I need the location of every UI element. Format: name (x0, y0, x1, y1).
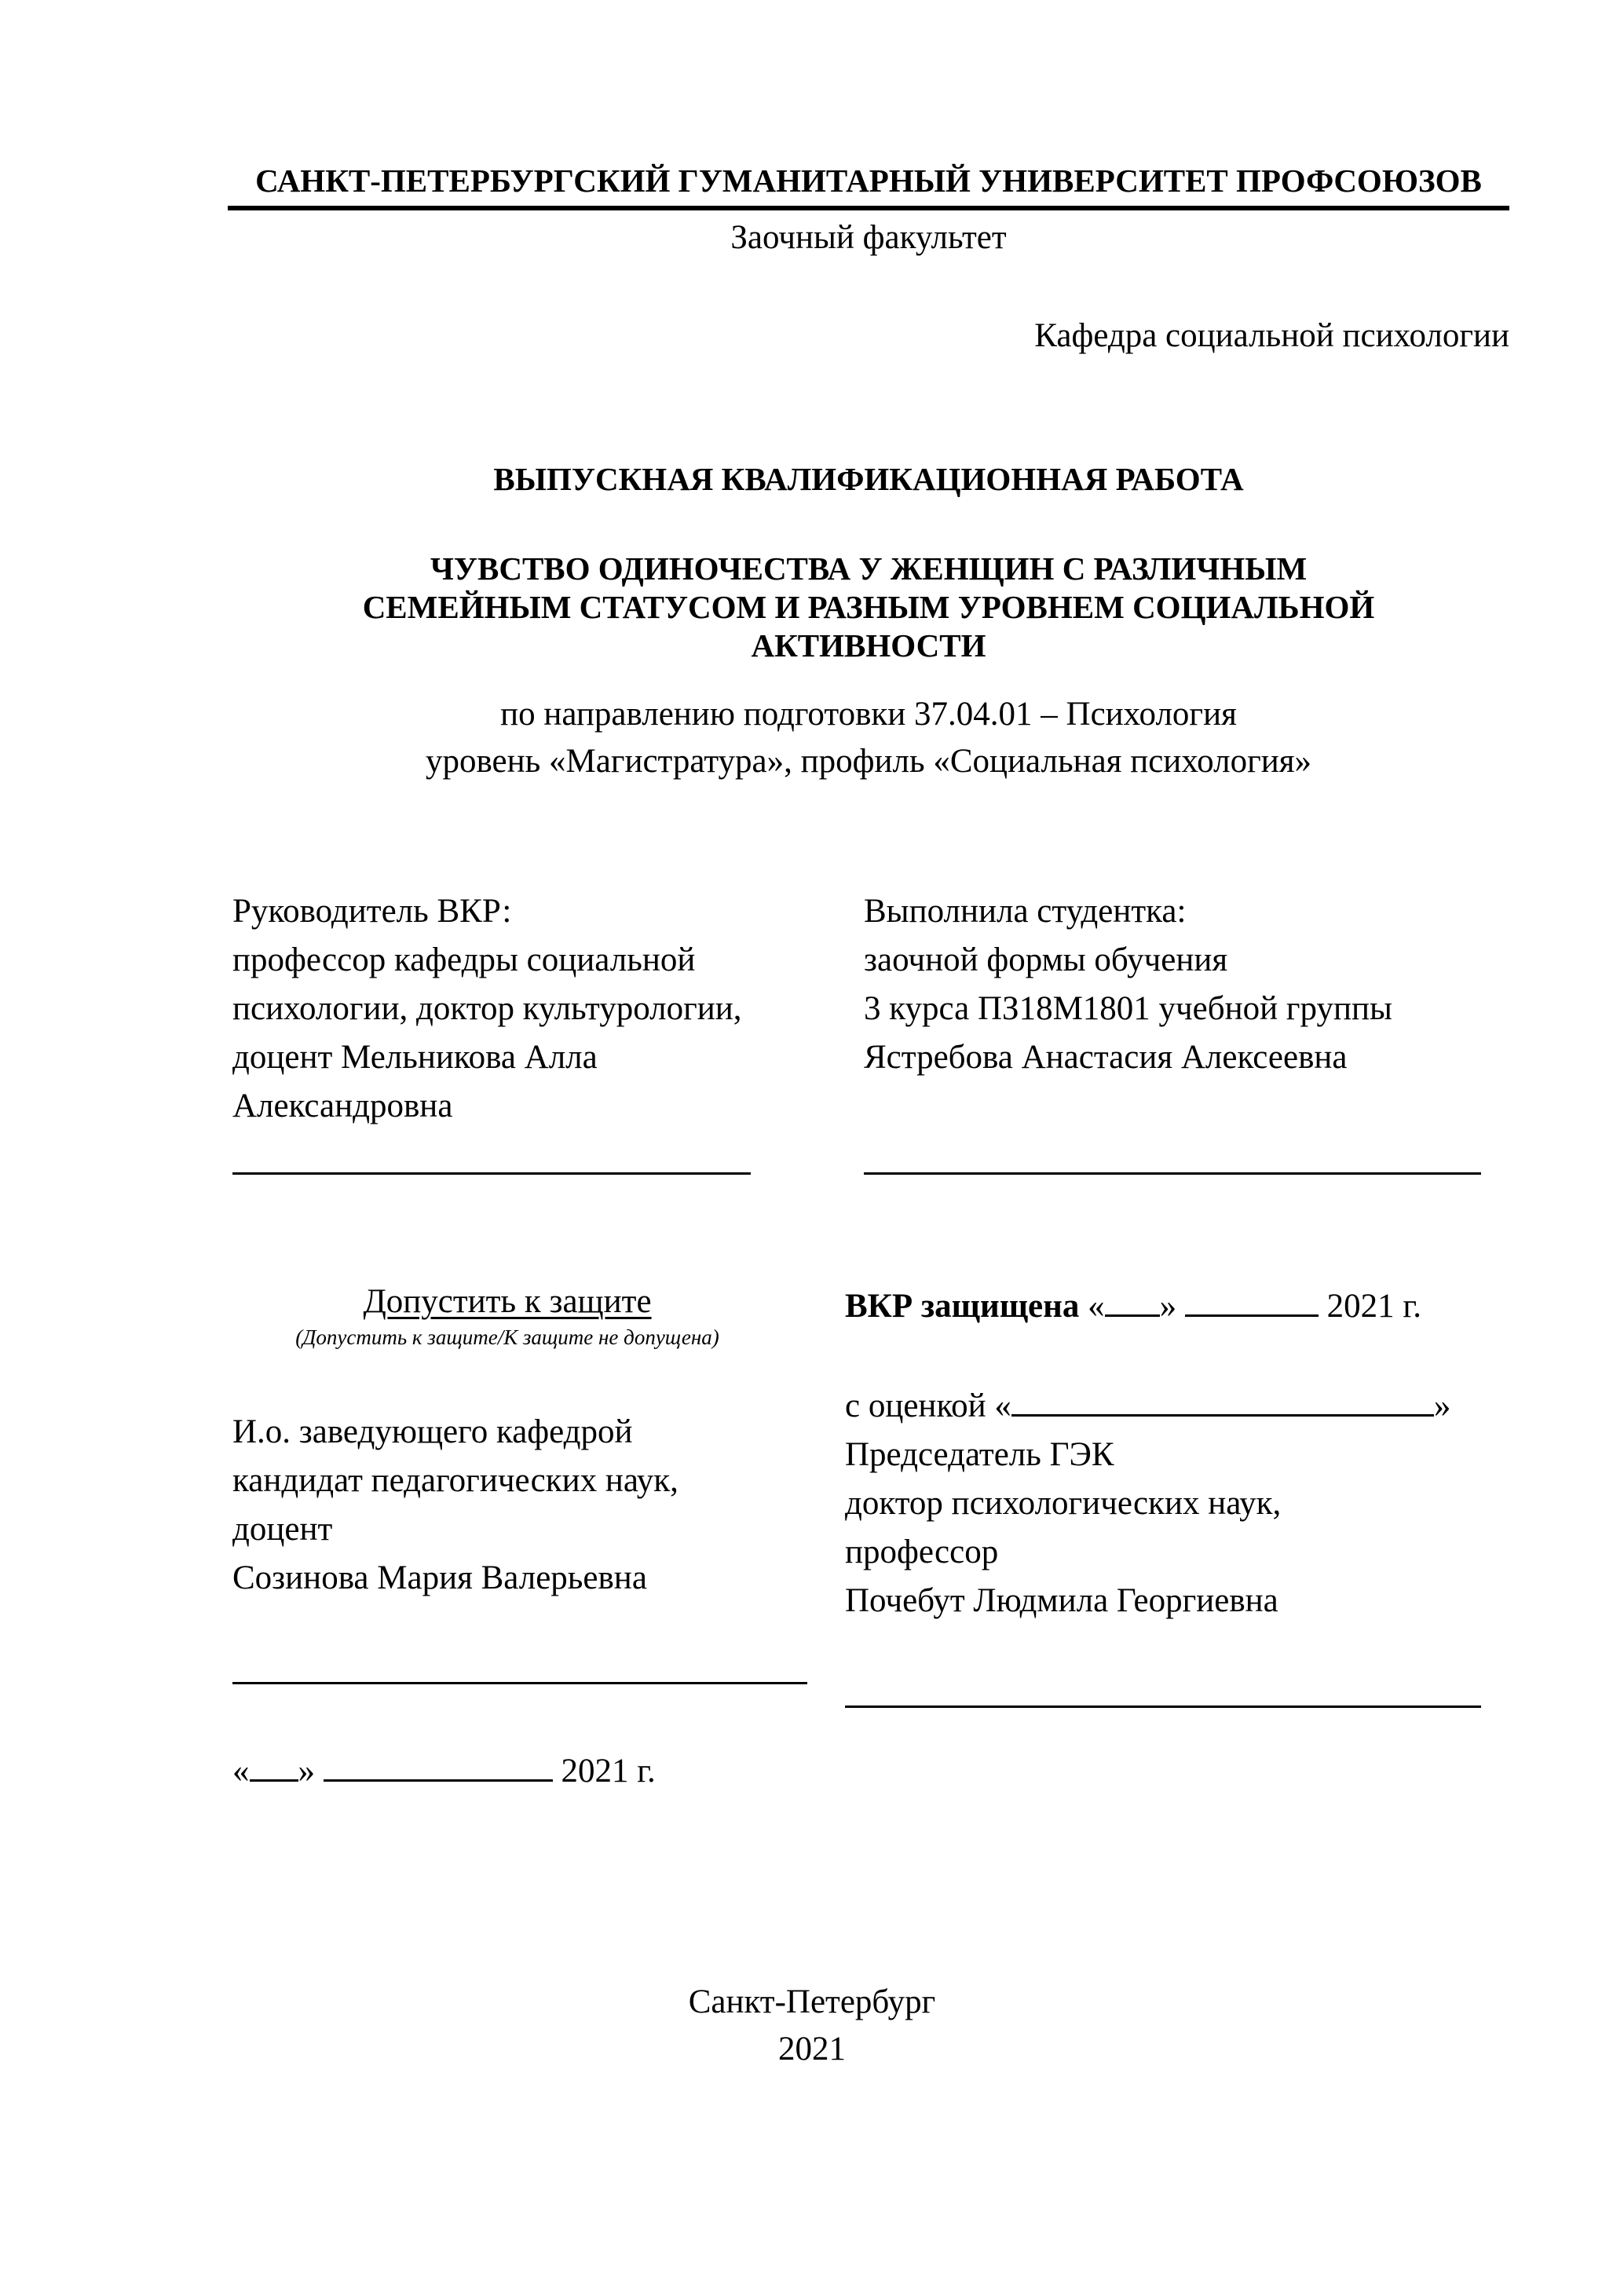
head-line: И.о. заведующего кафедрой (232, 1413, 633, 1450)
supervisor-line: доцент Мельникова Алла (232, 1039, 598, 1076)
admission-decision: Допустить к защите (363, 1283, 652, 1320)
footer-year: 2021 (778, 2031, 846, 2067)
grade-label: с оценкой « (845, 1387, 1011, 1424)
student-block (864, 887, 1508, 1082)
defense-grade (845, 1382, 1512, 1431)
student-line: заочной формы обучения (864, 941, 1228, 978)
supervisor-line: психологии, доктор культурологии, (232, 990, 742, 1027)
work-type-heading: ВЫПУСКНАЯ КВАЛИФИКАЦИОННАЯ РАБОТА (493, 461, 1244, 497)
direction-line: по направлению подготовки 37.04.01 – Психология (500, 696, 1237, 733)
study-direction (228, 691, 1509, 785)
day-blank (1105, 1291, 1160, 1317)
supervisor-line: профессор кафедры социальной (232, 941, 696, 978)
work-title-line: ЧУВСТВО ОДИНОЧЕСТВА У ЖЕНЩИН С РАЗЛИЧНЫМ (430, 550, 1308, 587)
chair-line: профессор (845, 1534, 999, 1570)
defense-year: 2021 г. (1326, 1288, 1421, 1325)
grade-blank (1011, 1391, 1434, 1417)
level-profile-line: уровень «Магистратура», профиль «Социальная психология» (425, 743, 1311, 780)
head-line: кандидат педагогических наук, (232, 1462, 678, 1499)
date-close-quote: » (298, 1753, 315, 1790)
supervisor-label: Руководитель ВКР: (232, 893, 512, 930)
work-title-line: СЕМЕЙНЫМ СТАТУСОМ И РАЗНЫМ УРОВНЕМ СОЦИАЛЬНОЙ (362, 589, 1375, 625)
day-blank (250, 1756, 298, 1782)
defense-label: ВКР защищена (845, 1288, 1080, 1325)
admission-hint: (Допустить к защите/К защите не допущена) (295, 1325, 719, 1349)
university-name: САНКТ-ПЕТЕРБУРГСКИЙ ГУМАНИТАРНЫЙ УНИВЕРСИТЕТ ПРОФСОЮЗОВ (255, 163, 1482, 199)
head-line: Созинова Мария Валерьевна (232, 1559, 647, 1596)
student-line: 3 курса ПЗ18М1801 учебной группы (864, 990, 1392, 1027)
faculty-name: Заочный факультет (730, 219, 1007, 256)
supervisor-block (232, 887, 829, 1131)
month-blank (1185, 1291, 1319, 1317)
date-open-quote: « (232, 1753, 250, 1790)
defense-date (845, 1282, 1512, 1331)
student-signature-line (864, 1172, 1481, 1175)
admission-decision-block (232, 1280, 782, 1351)
header-divider (228, 206, 1509, 210)
student-line: Ястребова Анастасия Алексеевна (864, 1039, 1348, 1076)
month-blank (324, 1756, 553, 1782)
work-title-line: АКТИВНОСТИ (751, 627, 986, 664)
chair-line: Почебут Людмила Георгиевна (845, 1582, 1278, 1619)
commission-chair-block (845, 1431, 1512, 1625)
footer-city-year (0, 1979, 1624, 2073)
grade-close-quote: » (1433, 1387, 1451, 1424)
date-close-quote: » (1159, 1288, 1177, 1325)
department-name: Кафедра социальной психологии (1034, 317, 1509, 354)
supervisor-line: Александровна (232, 1088, 453, 1124)
date-open-quote: « (1088, 1288, 1105, 1325)
work-title (228, 550, 1509, 665)
chair-signature-line (845, 1706, 1481, 1708)
chair-line: доктор психологических наук, (845, 1485, 1282, 1522)
head-of-department-block (232, 1408, 829, 1603)
student-label: Выполнила студентка: (864, 893, 1187, 930)
head-signature-line (232, 1682, 807, 1684)
admission-year: 2021 г. (561, 1753, 656, 1790)
admission-date (232, 1747, 656, 1796)
head-line: доцент (232, 1511, 333, 1548)
chair-line: Председатель ГЭК (845, 1436, 1114, 1473)
footer-city: Санкт-Петербург (688, 1983, 936, 2020)
supervisor-signature-line (232, 1172, 751, 1175)
